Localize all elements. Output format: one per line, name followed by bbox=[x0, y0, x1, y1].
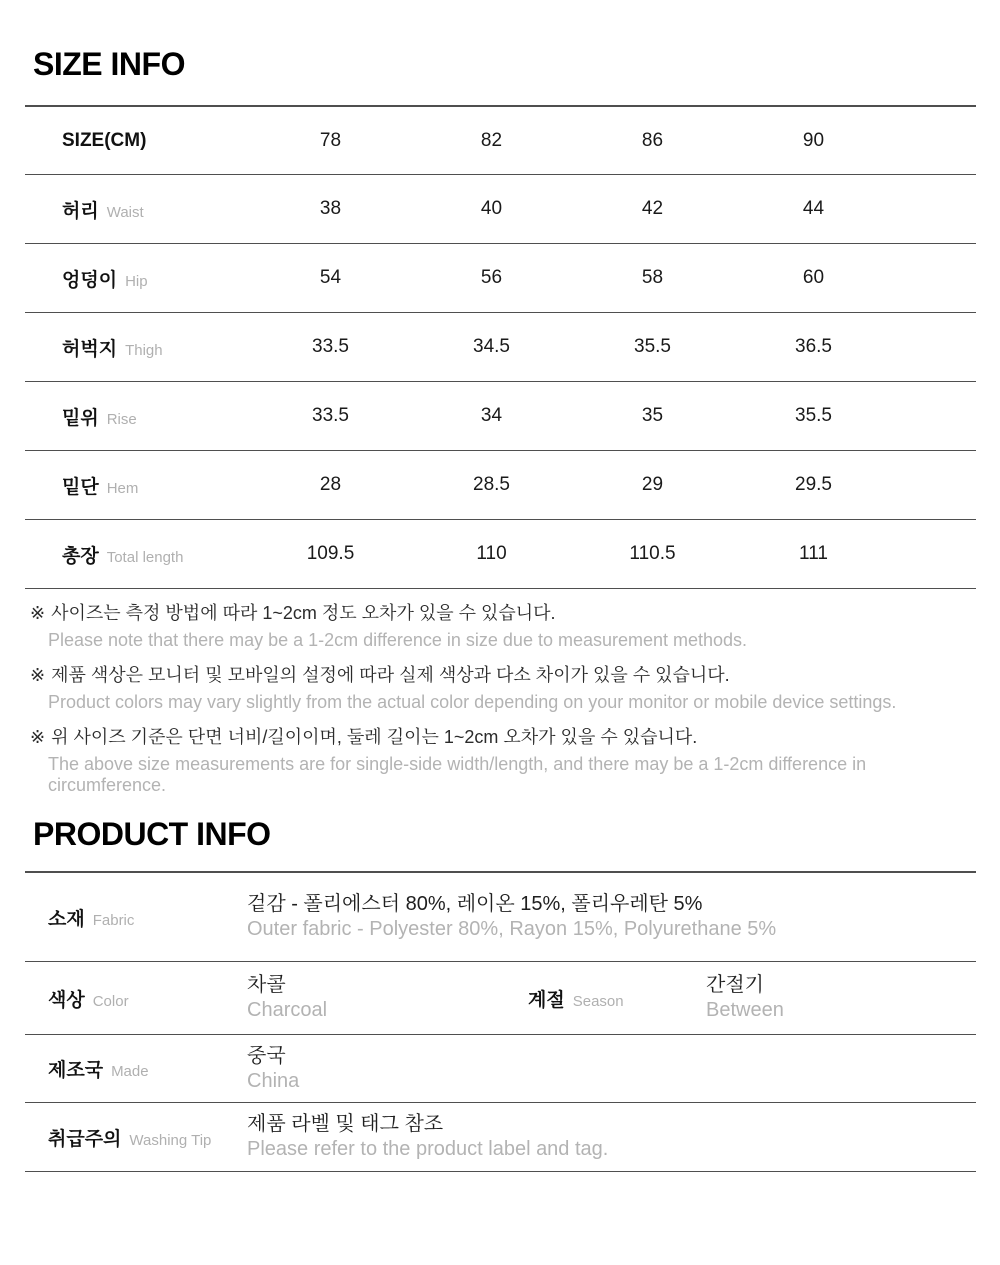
size-value: 110.5 bbox=[629, 543, 676, 565]
size-value: 33.5 bbox=[312, 336, 349, 358]
note-english: Please note that there may be a 1-2cm difference in size due to measurement methods. bbox=[48, 630, 748, 651]
size-value: 33.5 bbox=[312, 405, 349, 427]
product-row-color-season bbox=[25, 962, 976, 1035]
product-value-ko: 간절기 bbox=[706, 974, 764, 997]
size-value: 111 bbox=[799, 543, 828, 565]
spacer-cell bbox=[894, 451, 976, 520]
product-row-washing-tip bbox=[25, 1103, 976, 1172]
size-value: 109.5 bbox=[306, 543, 355, 565]
size-table-header-row bbox=[25, 106, 976, 175]
spacer-cell bbox=[894, 244, 976, 313]
product-value-en: Charcoal bbox=[247, 999, 328, 1022]
size-value: 36.5 bbox=[795, 336, 832, 358]
reference-mark-icon: ※ bbox=[30, 727, 46, 748]
note-korean: 사이즈는 측정 방법에 따라 1~2cm 정도 오차가 있을 수 있습니다. bbox=[51, 603, 556, 624]
product-value-en: Outer fabric - Polyester 80%, Rayon 15%, Polyurethane 5% bbox=[247, 918, 777, 941]
row-label-ko: 밑위 bbox=[62, 407, 99, 429]
product-label-en: Season bbox=[572, 992, 624, 1010]
size-value: 35.5 bbox=[795, 405, 832, 427]
product-label-ko: 제조국 bbox=[48, 1060, 104, 1082]
size-value: 42 bbox=[641, 198, 664, 220]
size-notes bbox=[30, 603, 970, 796]
size-table bbox=[25, 105, 976, 590]
row-label-en: Total length bbox=[106, 548, 184, 566]
note-english: Product colors may vary slightly from the actual color depending on your monitor or mobile device settings. bbox=[48, 692, 897, 713]
size-column-header: 78 bbox=[319, 129, 342, 151]
measurement-row-rise bbox=[25, 382, 976, 451]
note-item bbox=[30, 727, 970, 796]
row-label-ko: 총장 bbox=[62, 545, 99, 567]
product-info-section-header bbox=[33, 816, 1000, 853]
reference-mark-icon: ※ bbox=[30, 603, 46, 624]
size-value: 29 bbox=[641, 474, 664, 496]
size-value: 34.5 bbox=[473, 336, 510, 358]
spacer-cell bbox=[894, 106, 976, 175]
spacer-cell bbox=[894, 382, 976, 451]
product-info-title: PRODUCT INFO bbox=[33, 816, 271, 853]
product-row-fabric bbox=[25, 873, 976, 962]
product-label-ko: 색상 bbox=[48, 989, 85, 1011]
size-value: 58 bbox=[641, 267, 664, 289]
size-value: 110 bbox=[476, 543, 507, 565]
size-column-header: 86 bbox=[641, 129, 664, 151]
product-row-made bbox=[25, 1035, 976, 1103]
product-label-en: Made bbox=[111, 1063, 149, 1081]
note-item bbox=[30, 603, 970, 651]
size-column-header: 82 bbox=[480, 129, 503, 151]
product-value-en: Please refer to the product label and tag. bbox=[247, 1138, 609, 1161]
product-value-ko: 겉감 - 폴리에스터 80%, 레이온 15%, 폴리우레탄 5% bbox=[247, 893, 703, 916]
size-value: 35 bbox=[641, 405, 664, 427]
row-label-en: Thigh bbox=[125, 341, 163, 359]
size-value: 44 bbox=[802, 198, 825, 220]
row-label-en: Waist bbox=[106, 203, 144, 221]
product-label-en: Fabric bbox=[92, 911, 135, 929]
spacer-cell bbox=[894, 520, 976, 589]
row-label-ko: 허리 bbox=[62, 200, 99, 222]
product-label-en: Color bbox=[92, 992, 129, 1010]
product-value-en: China bbox=[247, 1069, 300, 1092]
product-label-ko: 취급주의 bbox=[48, 1128, 122, 1150]
note-item bbox=[30, 665, 970, 713]
product-value-ko: 차콜 bbox=[247, 974, 286, 997]
size-value: 29.5 bbox=[795, 474, 832, 496]
size-column-header: 90 bbox=[802, 129, 825, 151]
size-info-title: SIZE INFO bbox=[33, 46, 185, 82]
row-label-ko: 엉덩이 bbox=[62, 269, 118, 291]
row-label-ko: 밑단 bbox=[62, 476, 99, 498]
measurement-row-hip bbox=[25, 244, 976, 313]
size-value: 34 bbox=[480, 405, 503, 427]
row-label-en: Rise bbox=[106, 410, 137, 428]
reference-mark-icon: ※ bbox=[30, 665, 46, 686]
size-value: 40 bbox=[480, 198, 503, 220]
size-value: 28.5 bbox=[473, 474, 510, 496]
size-value: 56 bbox=[480, 267, 503, 289]
measurement-row-waist bbox=[25, 175, 976, 244]
product-table bbox=[25, 871, 976, 1172]
size-info-section-header bbox=[33, 46, 1000, 83]
size-value: 38 bbox=[319, 198, 342, 220]
note-english: The above size measurements are for single-side width/length, and there may be a 1-2cm difference in circumference. bbox=[48, 754, 867, 796]
measurement-row-thigh bbox=[25, 313, 976, 382]
product-label-en: Washing Tip bbox=[129, 1131, 212, 1149]
size-value: 60 bbox=[802, 267, 825, 289]
size-value: 35.5 bbox=[634, 336, 671, 358]
row-label-en: Hem bbox=[106, 479, 139, 497]
row-label-ko: 허벅지 bbox=[62, 338, 118, 360]
row-label-en: Hip bbox=[125, 272, 148, 290]
measurement-row-total-length bbox=[25, 520, 976, 589]
spacer-cell bbox=[894, 175, 976, 244]
size-cm-header: SIZE(CM) bbox=[62, 129, 147, 151]
product-label-ko: 소재 bbox=[48, 908, 85, 930]
product-label-ko: 계절 bbox=[528, 989, 565, 1011]
note-korean: 위 사이즈 기준은 단면 너비/길이이며, 둘레 길이는 1~2cm 오차가 있을 수 있습니다. bbox=[51, 727, 698, 748]
product-value-en: Between bbox=[706, 999, 784, 1022]
product-value-ko: 제품 라벨 및 태그 참조 bbox=[247, 1113, 444, 1136]
note-korean: 제품 색상은 모니터 및 모바일의 설정에 따라 실제 색상과 다소 차이가 있을 수 있습니다. bbox=[51, 665, 730, 686]
product-value-ko: 중국 bbox=[247, 1044, 286, 1067]
measurement-row-hem bbox=[25, 451, 976, 520]
spacer-cell bbox=[894, 313, 976, 382]
size-value: 28 bbox=[319, 474, 342, 496]
size-value: 54 bbox=[319, 267, 342, 289]
